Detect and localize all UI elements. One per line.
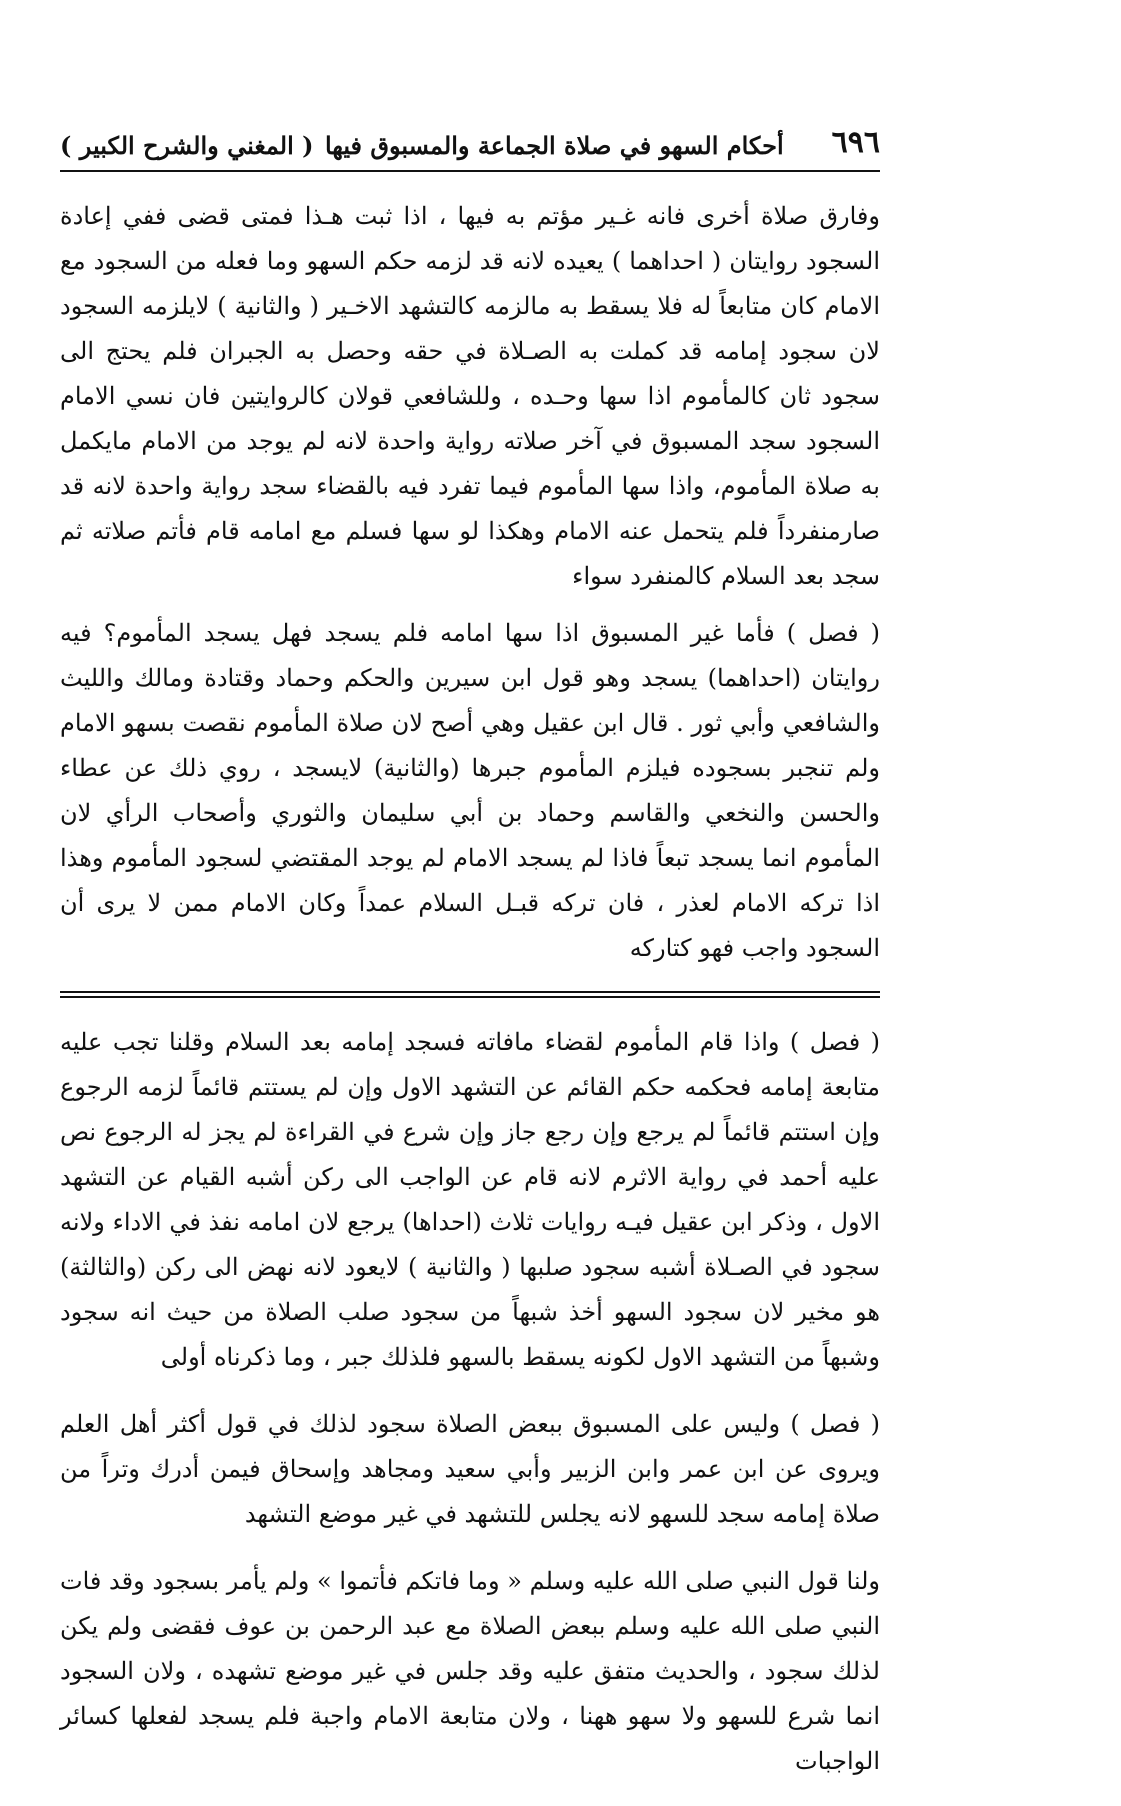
- paragraph: ( فصل ) واذا قام المأموم لقضاء مافاته فسجد إمامه بعد السلام وقلنا تجب عليه متابعة إمامه فحكمه حكم القائم عن التشهد الاول وإن لم يستتم قائماً لزمه الرجوع وإن استتم قائماً لم يرجع وإن رجع جاز وإن شرع في القراءة لم يجز له الرجوع نص عليه أحمد في رواية الاثرم لانه قام عن الواجب الى ركن أشبه القيام عن التشهد الاول ، وذكر ابن عقيل فيـه روايات ثلاث (احداها) يرجع لان امامه نفذ في الاداء ولانه سجود في الصـلاة أشبه سجود صلبها ( والثانية ) لايعود لانه نهض الى ركن (والثالثة) هو مخير لان سجود السهو أخذ شبهاً من سجود صلب الصلاة من حيث انه سجود وشبهاً من التشهد الاول لكونه يسقط بالسهو فلذلك جبر ، وما ذكرناه أولى: [60, 1028, 880, 1371]
- book-title: ( المغني والشرح الكبير ): [60, 131, 314, 160]
- commentary-section: [60, 1020, 880, 1784]
- main-text: [60, 194, 880, 971]
- paragraph: وفارق صلاة أخرى فانه غـير مؤتم به فيها ، اذا ثبت هـذا فمتى قضى ففي إعادة السجود روايتان ( احداهما ) يعيده لانه قد لزمه حكم السهو وما فعله من السجود مع الامام كان متابعاً له فلا يسقط به مالزمه كالتشهد الاخـير ( والثانية ) لايلزمه السجود لان سجود إمامه قد كملت به الصـلاة في حقه وحصل به الجبران فلم يحتج الى سجود ثان كالمأموم اذا سها وحـده ، وللشافعي قولان كالروايتين فان نسي الامام السجود سجد المسبوق في آخر صلاته رواية واحدة لانه لم يوجد من الامام مايكمل به صلاة المأموم، واذا سها المأموم فيما تفرد فيه بالقضاء سجد رواية واحدة لانه قد صارمنفرداً فلم يتحمل عنه الامام وهكذا لو سها فسلم مع امامه قام فأتم صلاته ثم سجد بعد السلام كالمنفرد سواء: [60, 202, 880, 590]
- paragraph: ( فصل ) فأما غير المسبوق اذا سها امامه فلم يسجد فهل يسجد المأموم؟ فيه روايتان (احداهما) يسجد وهو قول ابن سيرين والحكم وحماد وقتادة ومالك والليث والشافعي وأبي ثور . قال ابن عقيل وهي أصح لان صلاة المأموم نقصت بسهو الامام ولم تنجبر بسجوده فيلزم المأموم جبرها (والثانية) لايسجد ، روي ذلك عن عطاء والحسن والنخعي والقاسم وحماد بن أبي سليمان والثوري وأصحاب الرأي لان المأموم انما يسجد تبعاً فاذا لم يسجد الامام لم يوجد المقتضي لسجود المأموم وهذا اذا تركه الامام لعذر ، فان تركه قبـل السلام عمداً وكان الامام ممن لا يرى أن السجود واجب فهو كتاركه: [60, 619, 880, 962]
- section-divider: [60, 991, 880, 998]
- paragraph: ولنا قول النبي صلى الله عليه وسلم « وما فاتكم فأتموا » ولم يأمر بسجود وقد فات النبي صلى الله عليه وسلم ببعض الصلاة مع عبد الرحمن بن عوف فقضى ولم يكن لذلك سجود ، والحديث متفق عليه وقد جلس في غير موضع تشهده ، ولان السجود انما شرع للسهو ولا سهو ههنا ، ولان متابعة الامام واجبة فلم يسجد لفعلها كسائر الواجبات: [60, 1567, 880, 1775]
- running-title: أحكام السهو في صلاة الجماعة والمسبوق فيها: [324, 131, 784, 160]
- page-header: [60, 110, 880, 160]
- page-number: ٦٩٦: [831, 125, 880, 160]
- header-rule: [60, 170, 880, 172]
- paragraph: ( فصل ) وليس على المسبوق ببعض الصلاة سجود لذلك في قول أكثر أهل العلم ويروى عن ابن عمر وابن الزبير وأبي سعيد ومجاهد وإسحاق فيمن أدرك وتراً من صلاة إمامه سجد للسهو لانه يجلس للتشهد في غير موضع التشهد: [60, 1410, 880, 1528]
- book-page: [60, 110, 880, 1806]
